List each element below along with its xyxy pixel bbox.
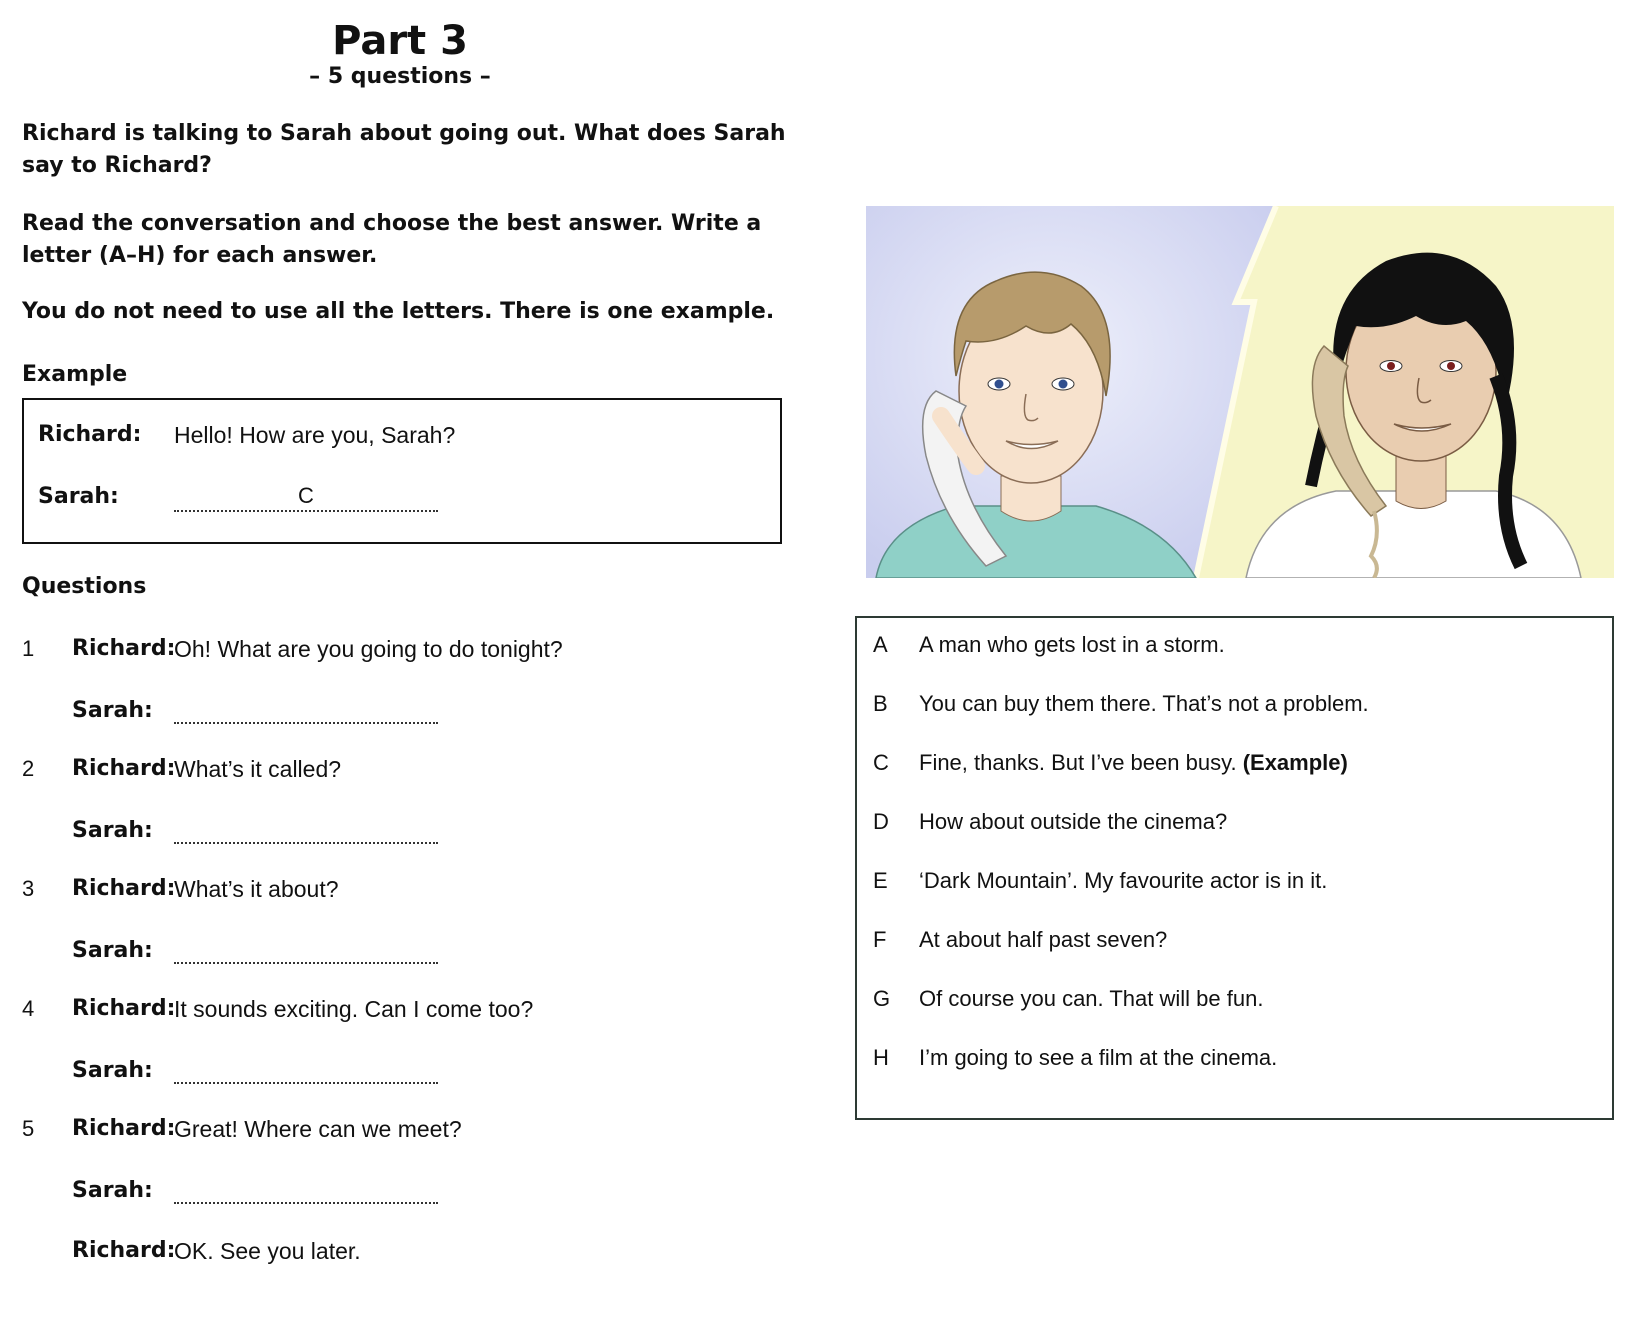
- answer-options-box: [855, 616, 1614, 1120]
- phone-call-illustration: [866, 206, 1614, 578]
- question-3-sarah-label: Sarah:: [72, 938, 153, 963]
- option-d-letter: D: [873, 809, 889, 834]
- question-5-speaker: Richard:: [72, 1116, 176, 1141]
- question-4-sarah-label: Sarah:: [72, 1058, 153, 1083]
- question-1-sarah-label: Sarah:: [72, 698, 153, 723]
- question-2-sarah-label: Sarah:: [72, 818, 153, 843]
- instruction-3: You do not need to use all the letters. There is one example.: [22, 299, 775, 324]
- question-number: 2: [22, 756, 35, 781]
- question-5-text: Great! Where can we meet?: [174, 1116, 462, 1142]
- option-b-letter: B: [873, 691, 888, 716]
- answer-3-field[interactable]: [174, 934, 438, 964]
- closing-text: OK. See you later.: [174, 1238, 361, 1264]
- option-h-text: I’m going to see a film at the cinema.: [919, 1045, 1278, 1070]
- example-box: [22, 398, 782, 544]
- answer-5-field[interactable]: [174, 1174, 438, 1204]
- example-heading: Example: [22, 362, 128, 387]
- question-3-text: What’s it about?: [174, 876, 339, 902]
- option-a-text: A man who gets lost in a storm.: [919, 632, 1225, 657]
- option-g-letter: G: [873, 986, 891, 1011]
- option-e-letter: E: [873, 868, 888, 893]
- option-h-letter: H: [873, 1045, 889, 1070]
- question-2-speaker: Richard:: [72, 756, 176, 781]
- option-e-text: ‘Dark Mountain’. My favourite actor is in it.: [919, 868, 1328, 893]
- question-number: 5: [22, 1116, 35, 1141]
- option-f-letter: F: [873, 927, 887, 952]
- answer-2-field[interactable]: [174, 814, 438, 844]
- example-richard-text: Hello! How are you, Sarah?: [174, 422, 456, 448]
- closing-speaker: Richard:: [72, 1238, 176, 1263]
- instruction-2: Read the conversation and choose the best answer. Write a letter (A–H) for each answer.: [22, 211, 762, 268]
- option-c-letter: C: [873, 750, 889, 775]
- option-c-line: [919, 750, 1348, 776]
- question-number: 4: [22, 996, 35, 1021]
- example-richard-label: Richard:: [38, 422, 142, 447]
- option-f-text: At about half past seven?: [919, 927, 1168, 952]
- question-4-text: It sounds exciting. Can I come too?: [174, 996, 534, 1022]
- question-1-speaker: Richard:: [72, 636, 176, 661]
- option-b-text: You can buy them there. That’s not a problem.: [919, 691, 1369, 716]
- option-g-text: Of course you can. That will be fun.: [919, 986, 1264, 1011]
- question-2-text: What’s it called?: [174, 756, 342, 782]
- questions-heading: Questions: [22, 574, 147, 599]
- option-c-text: Fine, thanks. But I’ve been busy.: [919, 750, 1237, 775]
- page-title: Part 3: [332, 18, 468, 64]
- question-5-sarah-label: Sarah:: [72, 1178, 153, 1203]
- question-4-speaker: Richard:: [72, 996, 176, 1021]
- question-number: 3: [22, 876, 35, 901]
- answer-4-field[interactable]: [174, 1054, 438, 1084]
- answer-1-field[interactable]: [174, 694, 438, 724]
- question-number: 1: [22, 636, 35, 661]
- option-d-text: How about outside the cinema?: [919, 809, 1228, 834]
- example-sarah-label: Sarah:: [38, 484, 119, 509]
- example-answer-line: C: [174, 482, 438, 512]
- option-a-letter: A: [873, 632, 888, 657]
- page-subtitle: – 5 questions –: [309, 64, 491, 89]
- instruction-1: Richard is talking to Sarah about going out. What does Sarah say to Richard?: [22, 121, 786, 178]
- question-3-speaker: Richard:: [72, 876, 176, 901]
- question-1-text: Oh! What are you going to do tonight?: [174, 636, 563, 662]
- option-c-example-tag: (Example): [1242, 750, 1348, 775]
